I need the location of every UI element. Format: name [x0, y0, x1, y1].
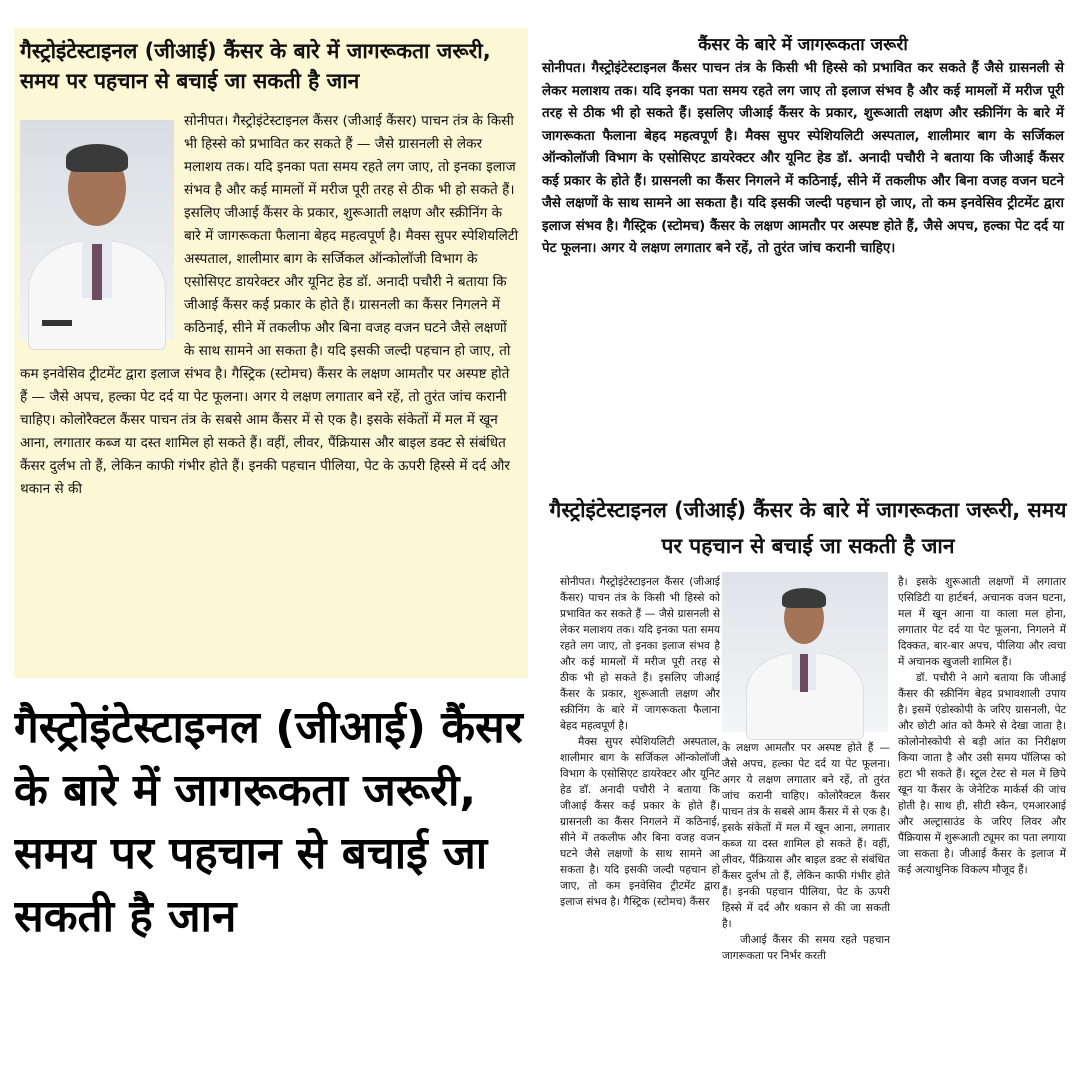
news-clip-2 — [538, 30, 1068, 410]
clip2-headline: कैंसर के बारे में जागरूकता जरूरी — [698, 35, 908, 55]
clip4-headline: गैस्ट्रोइंटेस्टाइनल (जीआई) कैंसर के बारे में जागरूकता जरूरी, समय पर पहचान से बचाई जा सकती है जान — [549, 498, 1067, 558]
doctor-photo — [20, 120, 174, 340]
doctor-portrait-icon — [20, 120, 174, 340]
clip4-column-1 — [560, 574, 720, 910]
clip3-headline: गैस्ट्रोइंटेस्टाइनल (जीआई) कैंसर के बारे में जागरूकता जरूरी, समय पर पहचान से बचाई जा सकती है जान — [14, 702, 523, 942]
clip2-body-text: सोनीपत। गैस्ट्रोइंटेस्टाइनल कैंसर पाचन तंत्र के किसी भी हिस्से को प्रभावित कर सकते हैं जैसे ग्रासनली से लेकर मलाशय तक। यदि इनका पता समय रहते लग जाए तो इलाज संभव है और कई मामलों में मरीज पूरी तरह से ठीक भी हो सकते हैं। इसलिए जीआई कैंसर के प्रकार, शुरूआती लक्षण और स्क्रीनिंग के बारे में जागरूकता फैलाना बेहद महत्वपूर्ण है। मैक्स सुपर स्पेशियलिटी अस्पताल, शालीमार बाग के सर्जिकल ऑन्कोलॉजी विभाग के एसोसिएट डायरेक्टर और यूनिट हेड डॉ. अनादी पचौरी ने बताया कि जीआई कैंसर कई प्रकार के होते हैं। ग्रासनली का कैंसर निगलने में कठिनाई, सीने में तकलीफ और बिना वजह वजन घटने जैसे लक्षणों के साथ सामने आ सकता है। यदि इसकी जल्दी पहचान हो जाए, तो कम इनवेसिव ट्रीटमेंट द्वारा इलाज संभव है। गैस्ट्रिक (स्टोमच) कैंसर के लक्षण आमतौर पर अस्पष्ट होते हैं, जैसे अपच, हल्का पेट दर्द या पेट फूलना। अगर ये लक्षण लगातार बने रहें, तो तुरंत जांच करानी चाहिए। — [542, 61, 1064, 256]
clip4-col3-text: है। इसके शुरूआती लक्षणों में लगातार एसिडिटी या हार्टबर्न, अचानक वजन घटना, मल में खून आना या काला मल होना, लगातार पेट दर्द या पेट फूलना, निगलने में दिक्कत, बार-बार अपच, पीलिया और त्वचा में अचानक खुजली शामिल हैं। — [898, 576, 1066, 668]
clip1-headline: गैस्ट्रोइंटेस्टाइनल (जीआई) कैंसर के बारे में जागरूकता जरूरी, समय पर पहचान से बचाई जा सकती है जान — [20, 39, 491, 93]
clip4-col3b-text: डॉ. पचौरी ने आगे बताया कि जीआई कैंसर की स्क्रीनिंग बेहद प्रभावशाली उपाय है। इसमें एंडोस्कोपी के जरिए ग्रासनली, पेट और छोटी आंत को कैमरे से देखा जाता है। कोलोनोस्कोपी से बड़ी आंत का निरीक्षण किया जाता है और उसी समय पॉलिप्स को हटा भी सकते हैं। स्टूल टेस्ट से मल में छिपे खून या कैंसर के जेनेटिक मार्कर्स की जांच होती है। साथ ही, सीटी स्कैन, एमआरआई और अल्ट्रासाउंड के जरिए लिवर और पैंक्रियास में शुरूआती ट्यूमर का पता लगाया जा सकता है। जीआई कैंसर के इलाज में कई अत्याधुनिक विकल्प मौजूद हैं। — [898, 672, 1066, 876]
clip4-column-2 — [722, 740, 890, 964]
clip4-col1-text: सोनीपत। गैस्ट्रोइंटेस्टाइनल कैंसर (जीआई कैंसर) पाचन तंत्र के किसी भी हिस्से को प्रभावित कर सकते हैं — जैसे ग्रासनली से लेकर मलाशय तक। यदि इनका पता समय रहते लग जाए, तो इनका इलाज संभव है और कई मामलों में मरीज पूरी तरह से ठीक भी हो सकते हैं। इसलिए जीआई कैंसर के प्रकार, शुरूआती लक्षण और स्क्रीनिंग के बारे में जागरूकता फैलाना बेहद महत्वपूर्ण है। — [560, 576, 720, 732]
clip1-body-text: सोनीपत। गैस्ट्रोइंटेस्टाइनल कैंसर (जीआई कैंसर) पाचन तंत्र के किसी भी हिस्से को प्रभावित कर सकते हैं — जैसे ग्रासनली से लेकर मलाशय तक। यदि इनका पता समय रहते लग जाए, तो इनका इलाज संभव है और कई मामलों में मरीज पूरी तरह से ठीक भी हो सकते हैं। इसलिए जीआई कैंसर के प्रकार, शुरूआती लक्षण और स्क्रीनिंग के बारे में जागरूकता फैलाना बेहद महत्वपूर्ण है। मैक्स सुपर स्पेशियलिटी अस्पताल, शालीमार बाग के सर्जिकल ऑन्कोलॉजी विभाग के एसोसिएट डायरेक्टर और यूनिट हेड डॉ. अनादी पचौरी ने बताया कि जीआई कैंसर कई प्रकार के होते हैं। ग्रासनली का कैंसर निगलने में कठिनाई, सीने में तकलीफ और बिना वजह वजन घटने जैसे लक्षणों के साथ सामने आ सकता है। यदि इसकी जल्दी पहचान हो जाए, तो कम इनवेसिव ट्रीटमेंट द्वारा इलाज संभव है। गैस्ट्रिक (स्टोमच) कैंसर के लक्षण आमतौर पर अस्पष्ट होते हैं — जैसे अपच, हल्का पेट दर्द या पेट फूलना। अगर ये लक्षण लगातार बने रहें, तो तुरंत जांच करानी चाहिए। कोलोरैक्टल कैंसर पाचन तंत्र के सबसे आम कैंसर में से एक है। इसके संकेतों में मल में खून आना, लगातार कब्ज या दस्त शामिल हो सकते हैं। वहीं, लीवर, पैंक्रियास और बाइल डक्ट से संबंधित कैंसर दुर्लभ तो हैं, लेकिन काफी गंभीर होते हैं। इनकी पहचान पीलिया, पेट के ऊपरी हिस्से में दर्द और थकान से की — [20, 113, 519, 497]
news-clip-1 — [14, 28, 528, 678]
doctor-photo-2 — [722, 572, 888, 732]
clip4-col2-text: के लक्षण आमतौर पर अस्पष्ट होते हैं — जैसे अपच, हल्का पेट दर्द या पेट फूलना। अगर ये लक्षण लगातार बने रहें, तो तुरंत जांच करानी चाहिए। कोलोरैक्टल कैंसर पाचन तंत्र के सबसे आम कैंसर में से एक है। इसके संकेतों में मल में खून आना, लगातार कब्ज या दस्त शामिल हो सकते हैं। वहीं, लीवर, पैंक्रियास और बाइल डक्ट से संबंधित कैंसर दुर्लभ तो हैं, लेकिन काफी गंभीर होते हैं। इनकी पहचान पीलिया, पेट के ऊपरी हिस्से में दर्द और थकान से की जा सकती है। — [722, 742, 890, 930]
clip1-body-wrap — [20, 110, 520, 501]
clip4-column-3 — [898, 574, 1066, 878]
news-clip-4 — [546, 490, 1076, 1050]
clip4-col2b-text: जीआई कैंसर की समय रहते पहचान जागरूकता पर निर्भर करती — [722, 934, 890, 962]
doctor-portrait-icon — [722, 572, 888, 732]
clip4-col1b-text: मैक्स सुपर स्पेशियलिटी अस्पताल, शालीमार बाग के सर्जिकल ऑन्कोलॉजी विभाग के एसोसिएट डायरेक्टर और यूनिट हेड डॉ. अनादी पचौरी ने बताया कि जीआई कैंसर कई प्रकार के होते हैं। ग्रासनली का कैंसर निगलने में कठिनाई, सीने में तकलीफ और बिना वजह वजन घटने जैसे लक्षणों के साथ सामने आ सकता है। यदि इसकी जल्दी पहचान हो जाए, तो कम इनवेसिव ट्रीटमेंट द्वारा इलाज संभव है। गैस्ट्रिक (स्टोमच) कैंसर — [560, 736, 720, 908]
news-clip-3 — [14, 696, 534, 1006]
